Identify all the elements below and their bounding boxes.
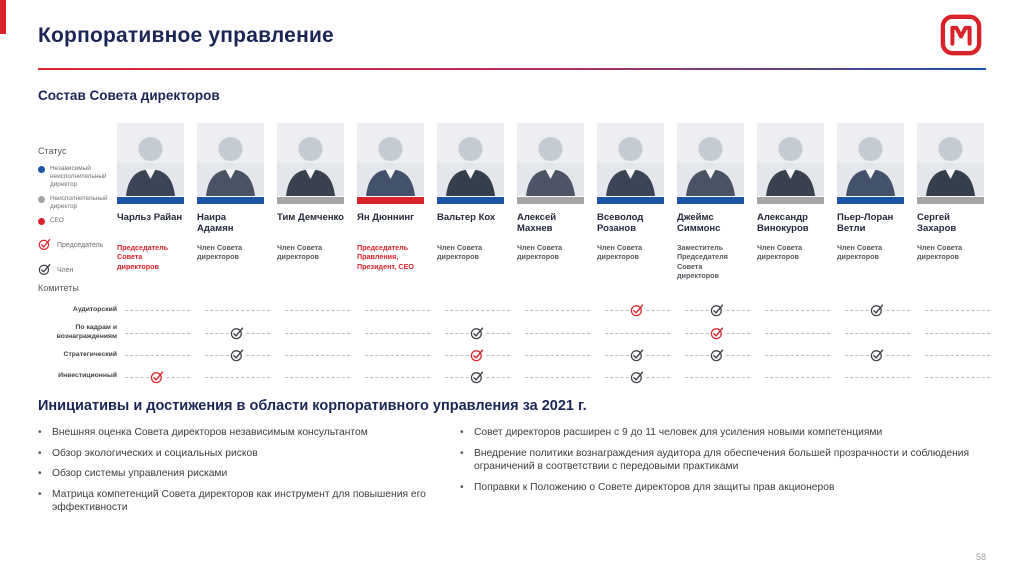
member-photo (197, 123, 264, 196)
status-dot-icon (38, 196, 45, 203)
committee-cell (763, 320, 843, 345)
bullet-dot: • (460, 427, 464, 438)
dashed-line (205, 310, 270, 311)
committee-cell (283, 320, 363, 345)
dashed-line (525, 377, 590, 378)
bullet-item (460, 481, 986, 495)
member-status-bar (517, 197, 584, 204)
dashed-line (125, 310, 190, 311)
committee-cell (443, 320, 523, 345)
committee-cell (923, 320, 990, 345)
member-role: Заместитель Председателя Совета директоров (677, 243, 728, 281)
committee-cell (283, 345, 363, 365)
member-card (837, 123, 904, 280)
committee-cell (683, 345, 763, 365)
bullet-dot: • (38, 447, 42, 459)
committee-cell (363, 320, 443, 345)
member-check-icon (709, 348, 726, 361)
committee-cell (763, 300, 843, 320)
bullet-dot: • (460, 447, 464, 459)
bullet-text: Обзор системы управления рисками (52, 468, 228, 480)
member-role: Член Совета директоров (917, 243, 963, 262)
member-status-bar (277, 197, 344, 204)
member-check-icon (229, 348, 246, 361)
member-name: Всеволод Розанов (597, 212, 644, 235)
member-check-icon (629, 348, 646, 361)
section-title-board: Состав Совета директоров (38, 88, 220, 103)
dashed-line (205, 377, 270, 378)
member-name: Алексей Махнев (517, 212, 557, 235)
committees-section (38, 283, 986, 388)
page-number: 58 (975, 552, 986, 562)
member-card (357, 123, 424, 280)
chair-check-icon (149, 370, 166, 383)
member-name: Джеймс Симмонс (677, 212, 721, 235)
legend-status-item (38, 165, 118, 189)
initiatives-list-right (460, 426, 986, 522)
dashed-line (925, 355, 990, 356)
committee-cell (363, 345, 443, 365)
committee-cell (283, 300, 363, 320)
member-check-icon (469, 370, 486, 383)
member-role: Член Совета директоров (757, 243, 803, 262)
committee-row (38, 320, 986, 345)
member-photo (277, 123, 344, 196)
dashed-line (525, 333, 590, 334)
chair-check-icon (629, 303, 646, 316)
committee-cell (203, 300, 283, 320)
corner-accent-bar (0, 0, 6, 34)
dashed-line (285, 333, 350, 334)
member-card (597, 123, 664, 280)
dashed-line (765, 310, 830, 311)
dashed-line (765, 377, 830, 378)
member-status-bar (677, 197, 744, 204)
bullet-item (38, 488, 438, 515)
bullet-text: Внешняя оценка Совета директоров независимым консультантом (52, 427, 368, 438)
member-name: Пьер-Лоран Ветли (837, 212, 894, 235)
bullet-item (38, 467, 438, 481)
dashed-line (925, 333, 990, 334)
magnit-logo-icon (940, 14, 982, 56)
dashed-line (605, 333, 670, 334)
committee-cell (283, 365, 363, 388)
dashed-line (365, 377, 430, 378)
bullet-dot: • (38, 468, 42, 480)
member-card (437, 123, 504, 280)
board-members-row (117, 123, 984, 280)
member-name: Наира Адамян (197, 212, 234, 235)
committee-cell (123, 345, 203, 365)
member-card (757, 123, 824, 280)
dashed-line (525, 355, 590, 356)
dashed-line (285, 377, 350, 378)
committee-cell (603, 300, 683, 320)
member-check-icon (469, 326, 486, 339)
dashed-line (845, 333, 910, 334)
legend-status-item (38, 195, 118, 211)
member-name: Александр Винокуров (757, 212, 809, 235)
dashed-line (125, 355, 190, 356)
member-name: Сергей Захаров (917, 212, 957, 235)
member-card (277, 123, 344, 280)
member-role: Член Совета директоров (517, 243, 563, 262)
committee-cell (763, 345, 843, 365)
member-status-bar (197, 197, 264, 204)
committee-cell (603, 345, 683, 365)
bullet-text: Совет директоров расширен с 9 до 11 человек для усиления новыми компетенциями (474, 427, 883, 438)
dashed-line (285, 355, 350, 356)
committee-cell (523, 300, 603, 320)
member-role: Председатель Совета директоров (117, 243, 169, 271)
legend-role-item (38, 237, 118, 255)
committee-row (38, 300, 986, 320)
dashed-line (445, 310, 510, 311)
member-check-icon (709, 303, 726, 316)
committee-cell (603, 365, 683, 388)
status-legend (38, 146, 118, 287)
status-dot-icon (38, 166, 45, 173)
dashed-line (365, 355, 430, 356)
committee-cell (363, 300, 443, 320)
committee-cell (443, 345, 523, 365)
committee-cell (603, 320, 683, 345)
committee-cell (123, 365, 203, 388)
bullet-dot: • (38, 427, 42, 438)
committee-row-label: По кадрам и вознаграждениям (56, 324, 117, 340)
member-role: Член Совета директоров (837, 243, 883, 262)
committees-title: Комитеты (38, 283, 79, 293)
member-photo (117, 123, 184, 196)
committee-cell (843, 320, 923, 345)
member-name: Вальтер Кох (437, 212, 496, 223)
committee-cell (443, 365, 523, 388)
dashed-line (365, 333, 430, 334)
member-photo (837, 123, 904, 196)
bullet-dot: • (460, 481, 464, 493)
member-card (517, 123, 584, 280)
member-role: Член Совета директоров (197, 243, 243, 262)
committee-cell (683, 365, 763, 388)
legend-role-item (38, 262, 118, 280)
committee-cell (523, 365, 603, 388)
legend-title: Статус (38, 146, 67, 156)
member-status-bar (437, 197, 504, 204)
committee-cell (683, 300, 763, 320)
member-card (917, 123, 984, 280)
committee-cell (923, 365, 990, 388)
member-status-bar (917, 197, 984, 204)
member-photo (677, 123, 744, 196)
committee-cell (123, 320, 203, 345)
member-check-icon (629, 370, 646, 383)
committee-row-label: Инвестиционный (58, 372, 117, 380)
committee-row-label: Аудиторский (72, 305, 117, 313)
member-status-bar (757, 197, 824, 204)
member-status-bar (357, 197, 424, 204)
member-check-icon (869, 348, 886, 361)
committee-cell (843, 300, 923, 320)
member-photo (597, 123, 664, 196)
dashed-line (525, 310, 590, 311)
bullet-dot: • (38, 488, 42, 500)
bullet-text: Матрица компетенций Совета директоров как инструмент для повышения его эффективности (52, 488, 426, 514)
legend-role-label: Член (57, 266, 74, 274)
member-check-icon (869, 303, 886, 316)
committee-cell (843, 345, 923, 365)
committee-row (38, 365, 986, 388)
chair-check-icon (38, 237, 52, 255)
bullet-item (38, 447, 438, 461)
dashed-line (765, 355, 830, 356)
member-photo (917, 123, 984, 196)
member-role: Член Совета директоров (437, 243, 483, 262)
bullet-item (460, 447, 986, 474)
member-name: Ян Дюннинг (357, 212, 415, 223)
chair-check-icon (469, 348, 486, 361)
member-role: Председатель Правления, Президент, CEO (357, 243, 414, 271)
member-status-bar (597, 197, 664, 204)
initiatives-title: Инициативы и достижения в области корпоративного управления за 2021 г. (38, 398, 587, 414)
member-check-icon (38, 262, 52, 280)
dashed-line (125, 333, 190, 334)
committee-cell (123, 300, 203, 320)
bullet-item (38, 426, 438, 440)
member-photo (517, 123, 584, 196)
committee-cell (363, 365, 443, 388)
committee-cell (683, 320, 763, 345)
title-divider (38, 68, 986, 70)
member-card (677, 123, 744, 280)
member-check-icon (229, 326, 246, 339)
member-name: Тим Демченко (277, 212, 344, 223)
member-name: Чарльз Райан (117, 212, 183, 223)
page-title: Корпоративное управление (38, 24, 334, 47)
committee-cell (923, 345, 990, 365)
initiatives-section (38, 398, 986, 522)
member-card (117, 123, 184, 280)
legend-status-label: CEO (50, 217, 64, 224)
committee-row (38, 345, 986, 365)
member-photo (437, 123, 504, 196)
committee-cell (203, 365, 283, 388)
member-status-bar (837, 197, 904, 204)
status-dot-icon (38, 218, 45, 225)
committee-cell (763, 365, 843, 388)
initiatives-list-left (38, 426, 438, 522)
member-role: Член Совета директоров (597, 243, 643, 262)
dashed-line (925, 377, 990, 378)
bullet-item (460, 426, 986, 440)
dashed-line (285, 310, 350, 311)
legend-role-label: Председатель (57, 241, 104, 249)
member-role: Член Совета директоров (277, 243, 323, 262)
member-card (197, 123, 264, 280)
bullet-text: Обзор экологических и социальных рисков (52, 447, 258, 459)
member-photo (757, 123, 824, 196)
committee-cell (443, 300, 523, 320)
bullet-text: Поправки к Положению о Совете директоров для защиты прав акционеров (474, 481, 835, 493)
legend-status-item (38, 217, 118, 225)
dashed-line (365, 310, 430, 311)
committee-cell (523, 320, 603, 345)
dashed-line (845, 377, 910, 378)
dashed-line (685, 377, 750, 378)
legend-status-label: Неисполнительный директор (50, 195, 108, 210)
dashed-line (925, 310, 990, 311)
bullet-text: Внедрение политики вознаграждения аудитора для обеспечения большей прозрачности и соблюдения ограничений в соответствии с передовыми практиками (474, 447, 970, 473)
member-status-bar (117, 197, 184, 204)
committee-cell (203, 320, 283, 345)
committee-cell (523, 345, 603, 365)
committee-row-label: Стратегический (63, 350, 117, 358)
dashed-line (765, 333, 830, 334)
committee-cell (843, 365, 923, 388)
legend-status-label: Независимый неисполнительный директор (50, 165, 107, 188)
chair-check-icon (709, 326, 726, 339)
committee-cell (923, 300, 990, 320)
committee-cell (203, 345, 283, 365)
member-photo (357, 123, 424, 196)
